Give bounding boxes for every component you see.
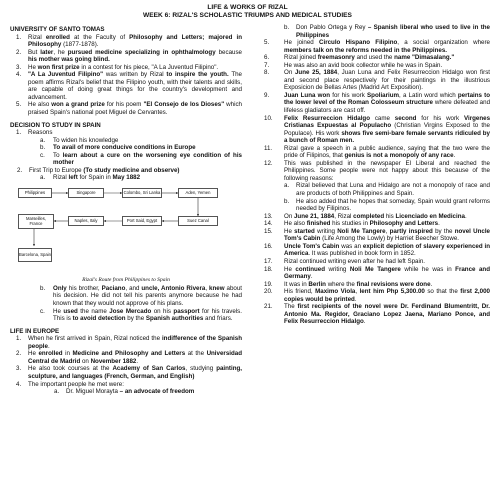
list-number: 8. [264, 69, 270, 77]
emphasis-text: Only [53, 284, 67, 292]
plain-text: . [453, 152, 456, 160]
list-number: a. [40, 136, 46, 144]
emphasis-text: Maximo Viola [315, 288, 356, 296]
list-text [284, 228, 490, 243]
list-text [28, 34, 242, 49]
plain-text: for his work [330, 91, 368, 99]
emphasis-text: left [68, 174, 78, 182]
left-column [10, 24, 242, 396]
list-number: b. [284, 197, 290, 205]
list-text [28, 381, 242, 389]
plain-text: , [385, 227, 390, 235]
plain-text: To widen his knowledge [53, 136, 119, 144]
plain-text: Rizal believed that Luna and Hidalgo are not a monopoly of race and are products of both Philippines and Spain. [296, 182, 490, 198]
emphasis-text: Uncle Tom's Cabin [284, 242, 340, 250]
plain-text: his brother, [66, 284, 102, 292]
plain-text: on [80, 357, 91, 365]
route-caption: Rizal's Route from Philippines to Spain [82, 276, 170, 283]
list-number: 12. [264, 159, 273, 167]
route-node-suez: Suez Canal [178, 216, 218, 226]
emphasis-text: To avail of more conducive conditions in Europe [53, 144, 196, 152]
list-item [262, 115, 490, 145]
emphasis-text: pertains to the lower level of the Roman Colosseum structure [284, 91, 490, 107]
plain-text: at the Faculty of [69, 33, 130, 41]
emphasis-text: indifference of the Spanish people [28, 335, 242, 350]
list-text [53, 174, 242, 182]
emphasis-text: to inspire the youth. [166, 71, 229, 79]
section-heading-decision: DECISION TO STUDY IN SPAIN [10, 121, 101, 129]
emphasis-text: novel Uncle Tom's Cabin [284, 227, 491, 243]
plain-text: The [284, 303, 298, 311]
emphasis-text: knew [209, 284, 225, 292]
route-node-naples: Naples, Italy [68, 216, 104, 226]
emphasis-text: enrolled [38, 350, 63, 358]
emphasis-text: "El Consejo de los Dioses" [143, 101, 225, 109]
list-text [284, 258, 490, 266]
plain-text: because [215, 48, 242, 56]
list-text [28, 64, 242, 72]
plain-text: by the [125, 315, 146, 323]
list-number: 13. [264, 212, 273, 220]
emphasis-text: Juan Luna won [284, 91, 331, 99]
list-number: 2. [17, 166, 23, 174]
emphasis-text: (To study medicine and observe) [83, 166, 180, 174]
list-item [262, 182, 490, 197]
plain-text: writing [314, 227, 338, 235]
emphasis-text: genius is not a monopoly of any race [344, 152, 454, 160]
plain-text: He [284, 227, 295, 235]
emphasis-text: Noli Me Tangere [349, 265, 401, 273]
list-number: a. [54, 388, 60, 396]
list-text [284, 288, 490, 303]
after-route-list [10, 285, 242, 323]
emphasis-text: – Spanish liberal who used to live in the Philippines [296, 24, 490, 39]
list-item [10, 49, 242, 64]
list-number: 21. [264, 303, 273, 311]
emphasis-text: Medicine and Philosophy and Letters [72, 350, 186, 358]
europe-list [10, 335, 242, 388]
emphasis-text: May 1882 [112, 174, 141, 182]
plain-text: for his travels. This is [53, 307, 242, 323]
plain-text: First Trip to Europe [29, 166, 84, 174]
list-number: 1. [16, 33, 22, 41]
emphasis-text: Jose Mercado [109, 307, 152, 315]
emphasis-text: November 1882 [90, 357, 137, 365]
plain-text: writing [324, 265, 350, 273]
plain-text: while he was in [400, 265, 456, 273]
list-number: 10. [264, 114, 273, 122]
plain-text: , Rizal [334, 212, 354, 220]
list-item [10, 152, 242, 167]
list-text [296, 182, 490, 197]
plain-text: , a Latin word which [399, 91, 458, 99]
plain-text: . [354, 295, 357, 303]
list-item [10, 365, 242, 380]
emphasis-text: name "Dimasalang." [394, 54, 455, 62]
plain-text: so that the [424, 288, 461, 296]
plain-text: about his decision. He did not tell his parents anymore because he had known that they would not approve of his plans. [53, 284, 243, 308]
plain-text: Rizal [53, 174, 69, 182]
list-number: b. [40, 144, 46, 152]
list-text [284, 145, 490, 160]
list-item [262, 266, 490, 281]
emphasis-text: partly inspired [389, 227, 433, 235]
plain-text: He also [284, 220, 307, 228]
emphasis-text: passport [173, 307, 200, 315]
emphasis-text: enrolled [45, 33, 70, 41]
emphasis-text: final revisions were done [356, 280, 431, 288]
emphasis-text: used [63, 307, 78, 315]
list-text [284, 160, 490, 183]
list-item [262, 258, 490, 266]
emphasis-text: later [40, 48, 54, 56]
emphasis-text: Spanish authorities [145, 315, 204, 323]
plain-text: . [438, 220, 440, 228]
right-top-sub [262, 24, 490, 39]
list-number: 7. [264, 61, 270, 69]
list-number: 4. [16, 71, 22, 79]
list-item [262, 303, 490, 326]
plain-text: , a social organization where [397, 39, 490, 47]
plain-text: in a contest for his piece, "A La Juventud Filipino". [79, 63, 219, 71]
list-item [10, 167, 242, 175]
europe-sub [10, 388, 242, 396]
plain-text: The poem affirms Rizal's belief that the Filipino youth, with their talents and skills, are capable of doing great things for the country's development and advancement. [28, 71, 242, 101]
plain-text: He joined [284, 39, 319, 47]
list-text [53, 137, 242, 145]
plain-text: , he [53, 48, 68, 56]
plain-text: was an [339, 242, 363, 250]
emphasis-text: Virgenes Cristianas Expuestas al Populacho [284, 114, 491, 130]
emphasis-text: first 2,000 copies would be printed [284, 288, 490, 303]
plain-text: This was published in the newspaper El Liberal and reached the Philippines. Some people were not happy about this because of the following reasons: [284, 159, 490, 182]
list-number: b. [284, 24, 290, 31]
emphasis-text: Felix Resurreccion Hidalgo [284, 114, 370, 122]
list-text [284, 39, 490, 54]
route-node-colombo: Colombo, Sri Lanka [122, 188, 162, 198]
plain-text: Rizal [28, 33, 46, 41]
plain-text: , [355, 288, 360, 296]
plain-text: To [53, 151, 63, 159]
plain-text: But [28, 48, 41, 56]
list-number: 1. [16, 129, 22, 137]
list-text [284, 213, 490, 221]
plain-text: . It was published in book form in 1852. [308, 250, 416, 258]
list-item [262, 220, 490, 228]
emphasis-text: to avoid detection [72, 315, 126, 323]
list-text [28, 365, 242, 380]
plain-text: at the [185, 350, 207, 358]
list-number: 9. [264, 91, 270, 99]
list-number: c. [40, 151, 45, 159]
document-title: LIFE & WORKS OF RIZAL [207, 4, 288, 11]
list-number: 17. [264, 257, 273, 265]
list-item [262, 213, 490, 221]
list-number: 3. [16, 365, 22, 373]
list-item [10, 308, 242, 323]
emphasis-text: lent him Php 5,300.00 [359, 288, 425, 296]
plain-text: , Juan Luna and Felix Resurreccion Hidalgo won first and second place respectively for their paintings in the illustrious Exposicion de Bellas Artes (Madrid Art Exposition). [284, 69, 491, 92]
plain-text: He [284, 265, 296, 273]
list-text [53, 144, 242, 152]
route-node-barcelona: Barcelona, Spain [18, 248, 52, 262]
plain-text: Don Pablo Ortega y Rey [296, 24, 366, 31]
list-text [28, 101, 242, 116]
list-item [262, 288, 490, 303]
right-column [262, 24, 490, 326]
plain-text: , and [125, 284, 142, 292]
section-heading-europe: LIFE IN EUROPE [10, 327, 60, 335]
ust-list [10, 34, 242, 117]
plain-text: for his work [416, 114, 464, 122]
list-item [10, 137, 242, 145]
document-subtitle: WEEK 6: RIZAL'S SCHOLASTIC TRIUMPS AND MEDICAL STUDIES [143, 12, 352, 19]
plain-text: Rizal continued writing even after he had left Spain. [284, 257, 426, 265]
plain-text: Dr. Miguel Morayta [66, 388, 118, 396]
list-text [28, 49, 242, 64]
plain-text: His friend, [284, 288, 316, 296]
list-item [262, 24, 490, 39]
list-number: 15. [264, 227, 273, 235]
plain-text: where defeated and lifeless gladiators are cast off. [284, 99, 491, 115]
route-node-aden: Aden, Yemen [178, 188, 218, 198]
list-text [53, 152, 242, 167]
emphasis-text: Philosophy and Letters; majored in Philosophy [28, 33, 242, 49]
list-text [284, 62, 490, 70]
route-node-port-said: Port Said, Egypt [122, 216, 162, 226]
route-diagram [16, 184, 240, 276]
plain-text: on his [151, 307, 174, 315]
list-text [284, 220, 490, 228]
plain-text: , studying [185, 365, 217, 373]
plain-text: On [284, 212, 294, 220]
list-item [10, 64, 242, 72]
emphasis-text: France and Germany [284, 265, 490, 281]
emphasis-text: "A La Juventud Filipino" [28, 71, 104, 79]
plain-text: He also took courses at the [28, 365, 113, 373]
plain-text: He also added that he hopes that someday, Spain would grant reforms needed by Filipinos. [296, 197, 490, 213]
right-list [262, 39, 490, 326]
emphasis-text: first recipients of the novel were Dr. Ferdinand Blumentritt, Dr. Antonio Ma. Regidor, Graciano Lopez Jaena, Mariano Ponce, and Felix Resurreccion Hidalgo [284, 303, 490, 326]
list-number: 19. [264, 280, 273, 288]
list-text [53, 308, 242, 323]
emphasis-text: Noli Me Tangere [337, 227, 386, 235]
list-number: 20. [264, 288, 273, 296]
plain-text: , [205, 284, 210, 292]
plain-text: (Life Among the Lowly) by Harriet Beecher Stowe. [320, 235, 460, 243]
plain-text: It was in [284, 280, 309, 288]
list-item [10, 388, 242, 396]
plain-text: (1877-1878). [61, 41, 99, 49]
emphasis-text: Philosophy and Letters [369, 220, 439, 228]
emphasis-text: Academy of San Carlos [112, 365, 186, 373]
list-item [10, 101, 242, 116]
emphasis-text: his mother was going blind. [28, 56, 110, 64]
list-item [10, 335, 242, 350]
list-text [29, 167, 242, 175]
route-node-marseilles: Marseilles, France [18, 214, 54, 229]
list-number: 2. [16, 350, 22, 358]
plain-text: for his poem [104, 101, 144, 109]
plain-text: . [136, 357, 139, 365]
emphasis-text: finished [306, 220, 331, 228]
list-text [284, 92, 490, 115]
plain-text: by the [432, 227, 455, 235]
list-text [296, 198, 490, 213]
emphasis-text: won a grand prize [51, 101, 105, 109]
route-node-philippines: Philippines [18, 188, 52, 198]
emphasis-text: – an advocate of freedom [117, 388, 195, 396]
list-text [284, 266, 490, 281]
plain-text: and used the [354, 54, 395, 62]
emphasis-text: started [294, 227, 315, 235]
plain-text: which praised Spain's national poet Miguel de Cervantes. [28, 101, 242, 117]
list-item [10, 129, 242, 137]
plain-text: came [370, 114, 395, 122]
list-text [284, 69, 490, 92]
list-item [10, 71, 242, 101]
trip-a-line [10, 174, 242, 182]
plain-text: . [464, 212, 467, 220]
list-text [53, 285, 242, 308]
list-number: c. [40, 307, 45, 315]
list-text [284, 281, 490, 289]
list-item [262, 62, 490, 70]
plain-text: Rizal joined [284, 54, 318, 62]
list-item [262, 54, 490, 62]
emphasis-text: members talk on the reforms needed in the Philippines. [284, 46, 447, 54]
plain-text: He [28, 63, 38, 71]
plain-text: his [384, 212, 396, 220]
emphasis-text: Spoliarium [367, 91, 400, 99]
list-number: 16. [264, 242, 273, 250]
emphasis-text: Paciano [101, 284, 126, 292]
emphasis-text: Circulo Hispano Filipino [319, 39, 398, 47]
list-item [262, 92, 490, 115]
list-item [262, 160, 490, 183]
emphasis-text: Universidad Central de Madrid [28, 350, 242, 365]
plain-text: On [284, 69, 295, 77]
plain-text: When he first arrived in Spain, Rizal noticed the [28, 335, 162, 343]
emphasis-text: June 21, 1884 [293, 212, 335, 220]
plain-text: . [430, 280, 433, 288]
list-text [28, 350, 242, 365]
list-text [284, 243, 490, 258]
emphasis-text: shows five semi-bare female servants ridiculed by a bunch of Roman men. [284, 129, 490, 145]
list-text [66, 388, 242, 396]
list-item [262, 69, 490, 92]
list-number: a. [284, 182, 290, 190]
emphasis-text: June 25, 1884 [294, 69, 338, 77]
list-text [284, 115, 490, 145]
plain-text: where the [325, 280, 357, 288]
plain-text: in [62, 350, 73, 358]
emphasis-text: explicit depiction of slavery experienced in America [284, 242, 490, 258]
plain-text: . [363, 318, 366, 326]
list-item [262, 281, 490, 289]
list-number: 6. [264, 54, 270, 62]
emphasis-text: Berlin [308, 280, 326, 288]
emphasis-text: completed [353, 212, 385, 220]
list-number: a. [40, 174, 46, 182]
emphasis-text: second [394, 114, 417, 122]
list-item [262, 198, 490, 213]
plain-text: He [28, 350, 39, 358]
list-text [284, 54, 490, 62]
plain-text: He was also an avid book collector while he was in Spain. [284, 61, 443, 69]
plain-text: for Spain in [77, 174, 113, 182]
emphasis-text: continued [295, 265, 325, 273]
trip-line [10, 167, 242, 175]
emphasis-text: painting, sculpture, and languages (French, German, and English) [28, 365, 242, 380]
list-number: b. [40, 284, 46, 292]
reasons-label: Reasons [28, 129, 53, 137]
list-text [296, 24, 490, 39]
list-text [284, 303, 490, 326]
list-item [262, 39, 490, 54]
list-item [262, 145, 490, 160]
plain-text: He [53, 307, 64, 315]
emphasis-text: uncle, Antonio Rivera [141, 284, 206, 292]
reasons-list [10, 137, 242, 167]
emphasis-text: pursued medicine specializing in ophthalmology [67, 48, 216, 56]
list-text [28, 71, 242, 101]
list-item [10, 350, 242, 365]
list-number: 14. [264, 220, 273, 228]
list-text [28, 335, 242, 350]
list-item [10, 381, 242, 389]
list-item [10, 285, 242, 308]
list-number: 11. [264, 144, 273, 152]
emphasis-text: freemasonry [317, 54, 355, 62]
emphasis-text: Licenciado en Medicina [395, 212, 465, 220]
list-item [262, 228, 490, 243]
plain-text: (Christian Virgins Exposed to the Populace). His work [284, 122, 490, 137]
plain-text: and friars. [203, 315, 233, 323]
list-number: 2. [16, 48, 22, 56]
list-number: 1. [16, 335, 22, 343]
section-heading-ust: UNIVERSITY OF SANTO TOMAS [10, 26, 105, 33]
list-number: 5. [16, 101, 22, 109]
plain-text: The important people he met were: [28, 380, 124, 388]
emphasis-text: learn about a cure on the worsening eye condition of his mother [53, 151, 242, 167]
plain-text: Rizal gave a speech in a public audience, saying that the two were the pride of Filipinos, that [284, 144, 490, 160]
list-number: 4. [16, 380, 22, 388]
list-item [10, 34, 242, 49]
list-item [10, 144, 242, 152]
list-number: 3. [16, 63, 22, 71]
route-node-singapore: Singapore [68, 188, 104, 198]
list-number: 18. [264, 265, 273, 273]
plain-text: He also [28, 101, 52, 109]
plain-text: . [310, 273, 313, 281]
list-item [262, 243, 490, 258]
plain-text: . [47, 342, 50, 350]
plain-text: was written by Rizal [103, 71, 167, 79]
list-number: 5. [264, 39, 270, 47]
list-item [10, 174, 242, 182]
plain-text: his studies in [330, 220, 370, 228]
emphasis-text: won first prize [37, 63, 80, 71]
plain-text: the name [77, 307, 110, 315]
